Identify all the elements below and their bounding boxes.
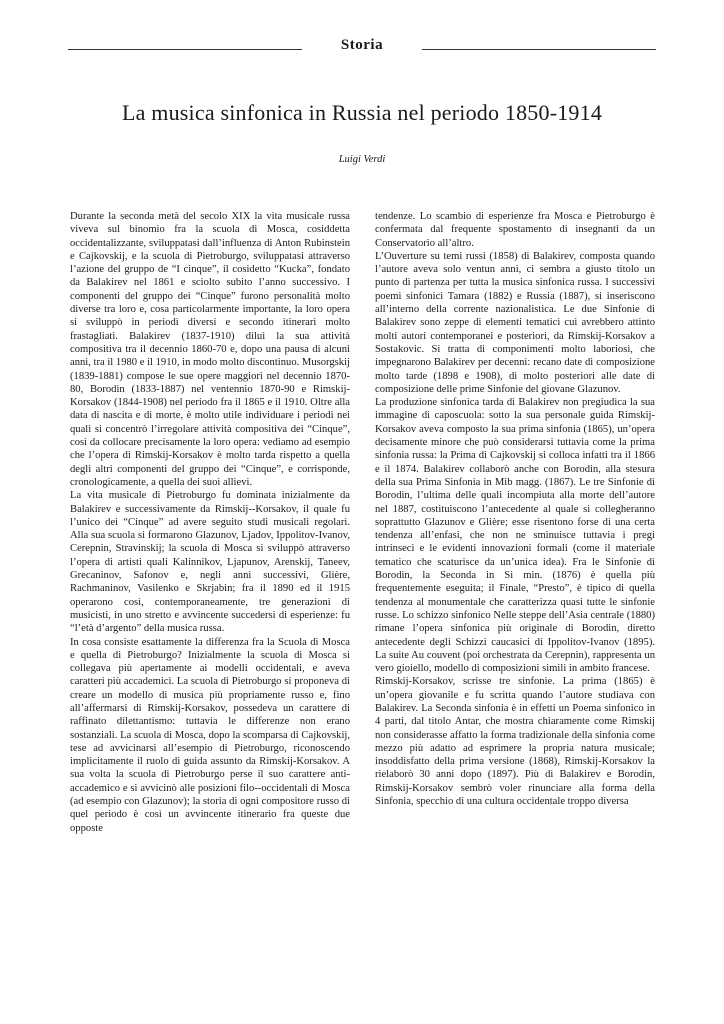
article-body [70, 210, 655, 950]
article-author: Luigi Verdi [338, 154, 386, 165]
article-title: La musica sinfonica in Russia nel periodo 1850-1914 [121, 100, 603, 125]
paragraph: La vita musicale di Pietroburgo fu dominata inizialmente da Balakirev e successivamente da Rimskij--Korsakov, il quale fu l’unico dei “Cinque” ad avere seguito studi musicali regolari. Alla sua scuola si formarono Glazunov, Ljadov, Ippolitov-Ivanov, Cerepnin, Stravinskij; la scuola di Mosca si sviluppò attraverso l’opera di artisti quali Kalinnikov, Ljapunov, Arenskij, Taneev, Grecaninov, Safonov e, negli anni successivi, Glière, Rachmaninov, Vasilenko e Skrjabin; fra il 1890 ed il 1915 operarono così, contemporaneamente, tre generazioni di musicisti, in uno stretto e avvincente succedersi di esperienze: fu “l’età d’argento” della musica russa. [70, 490, 350, 635]
section-label: Storia [340, 37, 384, 53]
right-column [375, 210, 655, 950]
header-rule-right [422, 49, 656, 50]
paragraph: Rimskij-Korsakov, scrisse tre sinfonie. La prima (1865) è un’opera giovanile e fu scritta quando l’autore studiava con Balakirev. La Seconda sinfonia è in effetti un Poema sinfonico in 4 parti, dal titolo Antar, che mostra chiaramente come Rimskij non considerasse affatto la forma tradizionale della sinfonia come mezzo più adatto ad esprimere la propria natura musicale; insoddisfatto della prima versione (1868), Rimskij-Korsakov la rielaborò 30 anni dopo (1897). Più di Balakirev e Borodin, Rimskij-Korsakov sembrò voler rinunciare alla forma della Sinfonia, specchio di una cultura occidentale troppo diversa [375, 676, 655, 808]
page-header [68, 34, 656, 64]
paragraph: Durante la seconda metà del secolo XIX la vita musicale russa viveva sul binomio fra la scuola di Mosca, cosiddetta occidentalizzante, sviluppatasi dall’influenza di Anton Rubinstein e Cajkovskij, e la scuola di Pietroburgo, sviluppatasi attraverso l’azione del gruppo de “I cinque”, il cosidetto “Kucka”, fondato da Balakirev nel 1861 e sciolto subito l’anno successivo. I componenti del gruppo dei “Cinque” furono personalità molto diverse tra loro e, cosa particolarmente importante, la loro opera si sviluppò in periodi diversi e secondo itinerari molto frastagliati. Balakirev (1837-1910) diluì la sua attività compositiva tra il decennio 1860-70 e, dopo una pausa di alcuni anni, tra il 1980 e il 1910, in modo molto discontinuo. Musorgskij (1839-1881) compose le sue opere maggiori nel decennio 1870-80, Borodin (1833-1887) nel ventennio 1870-90 e Rimskij-Korsakov (1844-1908) nel periodo fra il 1865 e il 1910. Oltre alla data di nascita e di morte, è molto utile individuare i periodi nei quali si concentrò l’irregolare attività compositiva dei “Cinque”, così da collocare precisamente la loro opera: vediamo ad esempio che l’opera di Rimskij-Korsakov è molto tarda rispetto a quella degli altri componenti del gruppo dei “Cinque”, e corrisponde, cronologicamente, a quella dei suoi allievi. [70, 211, 350, 488]
paragraph: La produzione sinfonica tarda di Balakirev non pregiudica la sua immagine di caposcuola: sotto la sua personale guida Rimskij-Korsakov aveva composto la sua prima sinfonia (1865), un’opera decisamente minore che può considerarsi tuttavia come la prima sinfonia russa: la Prima di Cajkovskij si colloca infatti tra il 1866 e il 1874. Balakirev collaborò anche con Borodin, alla stesura della sua Prima Sinfonia in Mib magg. (1867). Le tre Sinfonie di Borodin, l’ultima delle quali incompiuta alla morte dell’autore nel 1887, costituiscono l’antecedente al quale si collegheranno soprattutto Glazunov e Glière; esse risentono forse di una certa tendenza all’enfasi, che non ne sminuisce tuttavia i pregi intrinseci e le evidenti innovazioni formali (come il materiale tematico che scaturisce da un’unica idea). Fra le Sinfonie di Borodin, la Seconda in Si min. (1876) è quella più frequentemente eseguita; il Finale, “Presto”, è tipico di quella tendenza al monumentale che caratterizza quasi tutte le sinfonie russe. Lo schizzo sinfonico Nelle steppe dell’Asia centrale (1880) rimane l’opera sinfonica più originale di Borodin, diretto antecedente degli Schizzi caucasici di Ippolitov-Ivanov (1895). La suite Au couvent (poi orchestrata da Cerepnin), rappresenta un vero gioiello, modello di composizioni simili in ambito francese. [375, 397, 655, 675]
paragraph: tendenze. Lo scambio di esperienze fra Mosca e Pietroburgo è confermata dal frequente spostamento di insegnanti da un Conservatorio all’altro. [375, 211, 655, 249]
paragraph: In cosa consiste esattamente la differenza fra la Scuola di Mosca e quella di Pietroburgo? Inizialmente la scuola di Mosca si collegava più apertamente ai modelli occidentali, e aveva caratteri più accademici. La scuola di Pietroburgo si proponeva di creare un modello di musica più propriamente russo e, fino all’affermarsi di Rimskij-Korsakov, possedeva un carattere di raffinato dilettantismo: tuttavia le differenze non erano sostanziali. La scuola di Mosca, dopo la scomparsa di Cajkovskij, tese ad avvicinarsi all’esempio di Pietroburgo, riconoscendo implicitamente il ruolo di guida assunto da Rimskij-Korsakov. A sua volta la scuola di Pietroburgo perse il suo carattere anti-accademico e si avvicinò alle posizioni filo--occidentali di Mosca (ad esempio con Glazunov); la storia di ogni compositore russo di quel periodo è così un avvincente itinerario fra queste due opposte [70, 636, 350, 834]
left-column [70, 210, 350, 950]
paragraph: L’Ouverture su temi russi (1858) di Balakirev, composta quando l’autore aveva solo ventun anni, ci sembra a giusto titolo un punto di partenza per tutta la musica sinfonica russa. I successivi poemi sinfonici Tamara (1882) e Russia (1887), si inseriscono all’interno della corrente nazionalistica. Le due Sinfonie di Balakirev sono zeppe di elementi tematici cui avrebbero attinto molti autori contemporanei e posteriori, da Rimskij-Korsakov a Sostakovic. Si tratta di componimenti molto laboriosi, che impegnarono Balakirev per decenni: recano date di composizione molto tarde (1898 e 1908), di molto posteriori alle date di composizione delle prime Sinfonie del giovane Glazunov. [375, 250, 655, 395]
